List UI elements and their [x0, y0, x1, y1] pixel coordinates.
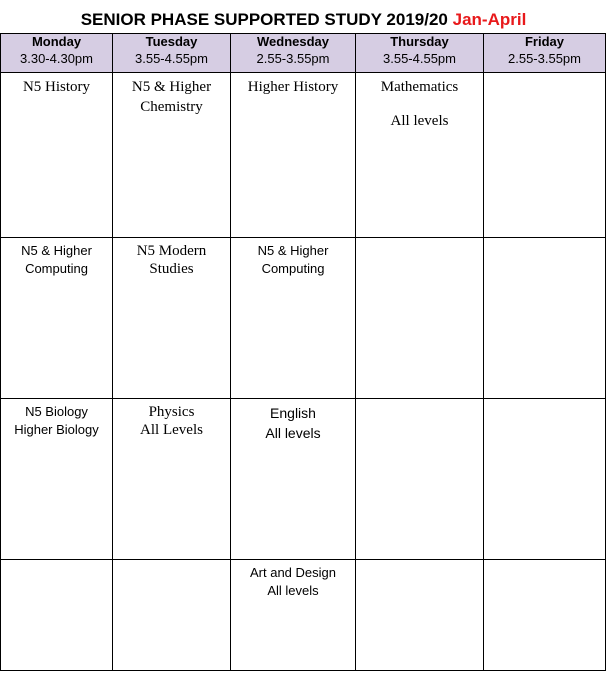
cell-thursday — [356, 560, 484, 671]
cell-friday — [484, 399, 606, 560]
day-time: 2.55-3.55pm — [508, 51, 581, 66]
subject-line: N5 History — [22, 79, 91, 95]
subject-line: N5 Biology — [25, 404, 88, 419]
subject-line: Art and Design — [250, 565, 336, 580]
subject-line: Studies — [149, 261, 194, 277]
title-period: Jan-April — [452, 10, 527, 29]
cell-friday — [484, 238, 606, 399]
cell-monday — [1, 238, 113, 399]
day-name: Tuesday — [145, 34, 198, 49]
subject-line: N5 Modern — [136, 243, 207, 259]
subject-line: All levels — [267, 583, 319, 598]
day-time: 3.30-4.30pm — [20, 51, 93, 66]
timetable — [0, 33, 606, 671]
subject-line: Physics — [148, 404, 195, 420]
cell-wednesday — [231, 238, 356, 399]
subject-line: Higher Biology — [14, 422, 99, 437]
subject-line: Computing — [261, 261, 325, 276]
day-name: Friday — [524, 34, 564, 49]
subject-line: Higher History — [247, 79, 339, 95]
day-name: Thursday — [390, 34, 449, 49]
subject-line: N5 & Higher — [21, 243, 92, 258]
cell-monday — [1, 399, 113, 560]
title-main: SENIOR PHASE SUPPORTED STUDY 2019/20 — [80, 10, 448, 29]
subject-line: English — [270, 405, 316, 421]
cell-friday — [484, 560, 606, 671]
subject-line: N5 & Higher — [131, 79, 212, 95]
header-tuesday — [113, 34, 231, 73]
header-row — [1, 34, 606, 73]
table-row — [1, 560, 606, 671]
cell-thursday — [356, 238, 484, 399]
cell-thursday — [356, 73, 484, 238]
subject-line: All levels — [390, 113, 449, 129]
table-row — [1, 73, 606, 238]
subject-line: Mathematics — [380, 79, 459, 95]
subject-line: All Levels — [140, 422, 203, 438]
header-thursday — [356, 34, 484, 73]
cell-tuesday — [113, 560, 231, 671]
header-monday — [1, 34, 113, 73]
table-row — [1, 238, 606, 399]
subject-line: Chemistry — [140, 99, 203, 115]
page-title — [0, 10, 607, 30]
cell-tuesday — [113, 238, 231, 399]
table-row — [1, 399, 606, 560]
cell-tuesday — [113, 399, 231, 560]
cell-monday — [1, 560, 113, 671]
header-wednesday — [231, 34, 356, 73]
subject-line: N5 & Higher — [257, 243, 329, 258]
cell-thursday — [356, 399, 484, 560]
cell-wednesday — [231, 560, 356, 671]
day-name: Monday — [31, 34, 82, 49]
header-friday — [484, 34, 606, 73]
cell-wednesday — [231, 73, 356, 238]
subject-line: All levels — [265, 425, 321, 441]
cell-monday — [1, 73, 113, 238]
cell-friday — [484, 73, 606, 238]
day-time: 3.55-4.55pm — [135, 51, 208, 66]
day-time: 3.55-4.55pm — [383, 51, 456, 66]
cell-tuesday — [113, 73, 231, 238]
cell-wednesday — [231, 399, 356, 560]
day-time: 2.55-3.55pm — [256, 51, 330, 66]
subject-line: Computing — [25, 261, 88, 276]
day-name: Wednesday — [256, 34, 329, 49]
